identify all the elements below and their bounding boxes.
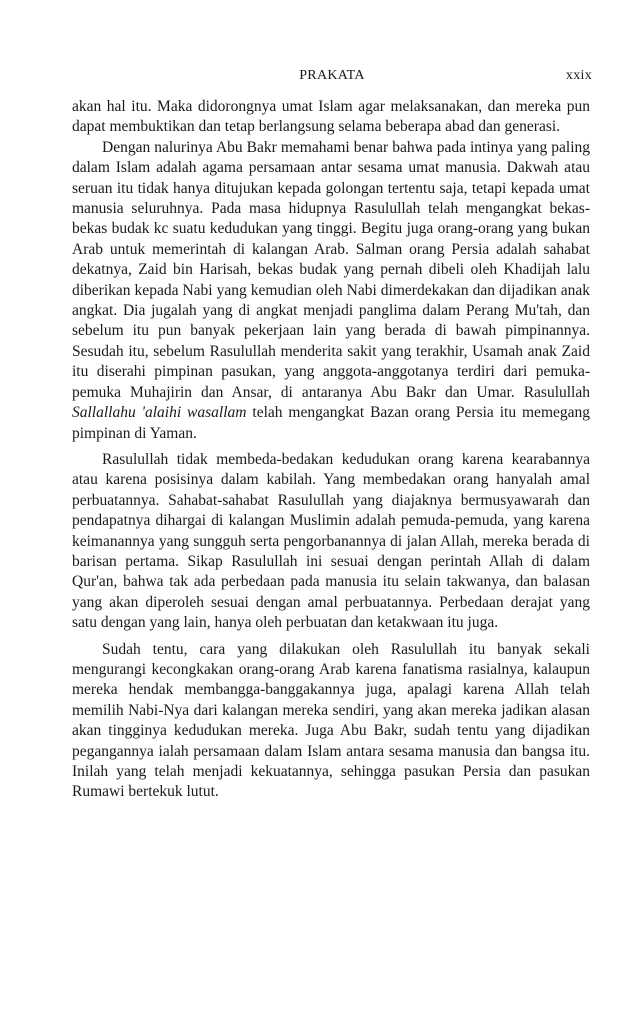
page-number: xxix <box>565 68 592 83</box>
honorific-italic: Sallallahu 'alaihi wasallam <box>72 404 247 422</box>
paragraph-2-text: Dengan nalurinya Abu Bakr memahami benar bahwa pada intinya yang paling dalam Islam adalah agama persamaan antar sesama umat manusia. Dakwah atau seruan itu tidak hanya ditujukan kepada golongan tertentu saja, tetapi kepada umat manusia seluruhnya. Pada masa hidupnya Rasulullah telah mengangkat bekas-bekas budak kc suatu kedudukan yang tinggi. Begitu juga orang-orang yang bukan Arab untuk memerintah di kalangan Arab. Salman orang Persia adalah sahabat dekatnya, Zaid bin Harisah, bekas budak yang pernah dibeli oleh Khadijah lalu diberikan kepada Nabi yang kemudian oleh Nabi dimerdekakan dan dijadikan anak angkat. Dia jugalah yang di angkat menjadi panglima dalam Perang Mu'tah, dan sebelum itu pun banyak pekerjaan lain yang berada di bawah pimpinannya. Sesudah itu, sebelum Rasulullah menderita sakit yang terakhir, Usamah anak Zaid itu diserahi pimpinan pasukan, yang anggota-anggotanya terdiri dari pemuka-pemuka Muhajirin dan Ansar, di antaranya Abu Bakr dan Umar. Rasulullah <box>72 138 590 401</box>
running-header <box>72 66 592 86</box>
paragraph-2 <box>72 138 590 444</box>
paragraph-4: Sudah tentu, cara yang dilakukan oleh Rasulullah itu banyak sekali mengurangi kecongkakan orang-orang Arab karena fanatisma rasialnya, kalaupun mereka hendak membangga-banggakannya juga, apalagi karena Allah telah memilih Nabi-Nya dari kalangan mereka sendiri, yang akan mereka jadikan alasan akan tingginya kedudukan mereka. Juga Abu Bakr, sudah tentu yang dijadikan pegangannya ialah persamaan dalam Islam antara sesama manusia dan bangsa itu. Inilah yang telah menjadi kekuatannya, sehingga pasukan Persia dan pasukan Rumawi bertekuk lutut. <box>72 640 590 801</box>
paragraph-1: akan hal itu. Maka didorongnya umat Islam agar melaksanakan, dan mereka pun dapat membuktikan dan tetap berlangsung selama beberapa abad dan generasi. <box>72 98 590 136</box>
paragraph-2-text-after: telah mengangkat Bazan orang Persia itu memegang pimpinan di Yaman. <box>72 404 591 442</box>
body-text <box>72 97 590 803</box>
running-title: PRAKATA <box>299 68 365 83</box>
paragraph-3: Rasulullah tidak membeda-bedakan kedudukan orang karena kearabannya atau karena posisinya dalam kabilah. Yang membedakan orang hanyalah amal perbuatannya. Sahabat-sahabat Rasulullah yang diajaknya bermusyawarah dan pendapatnya dihargai di kalangan Muslimin adalah pemuda-pemuda, yang karena keimanannya yang sungguh serta pengorbanannya di jalan Allah, mereka berada di barisan pertama. Sikap Rasulullah ini sesuai dengan perintah Allah di dalam Qur'an, bahwa tak ada perbedaan pada manusia itu selain takwanya, dan balasan yang akan diperoleh sesuai dengan amal perbuatannya. Perbedaan derajat yang satu dengan yang lain, hanya oleh perbuatan dan ketakwaan itu juga. <box>72 450 590 632</box>
